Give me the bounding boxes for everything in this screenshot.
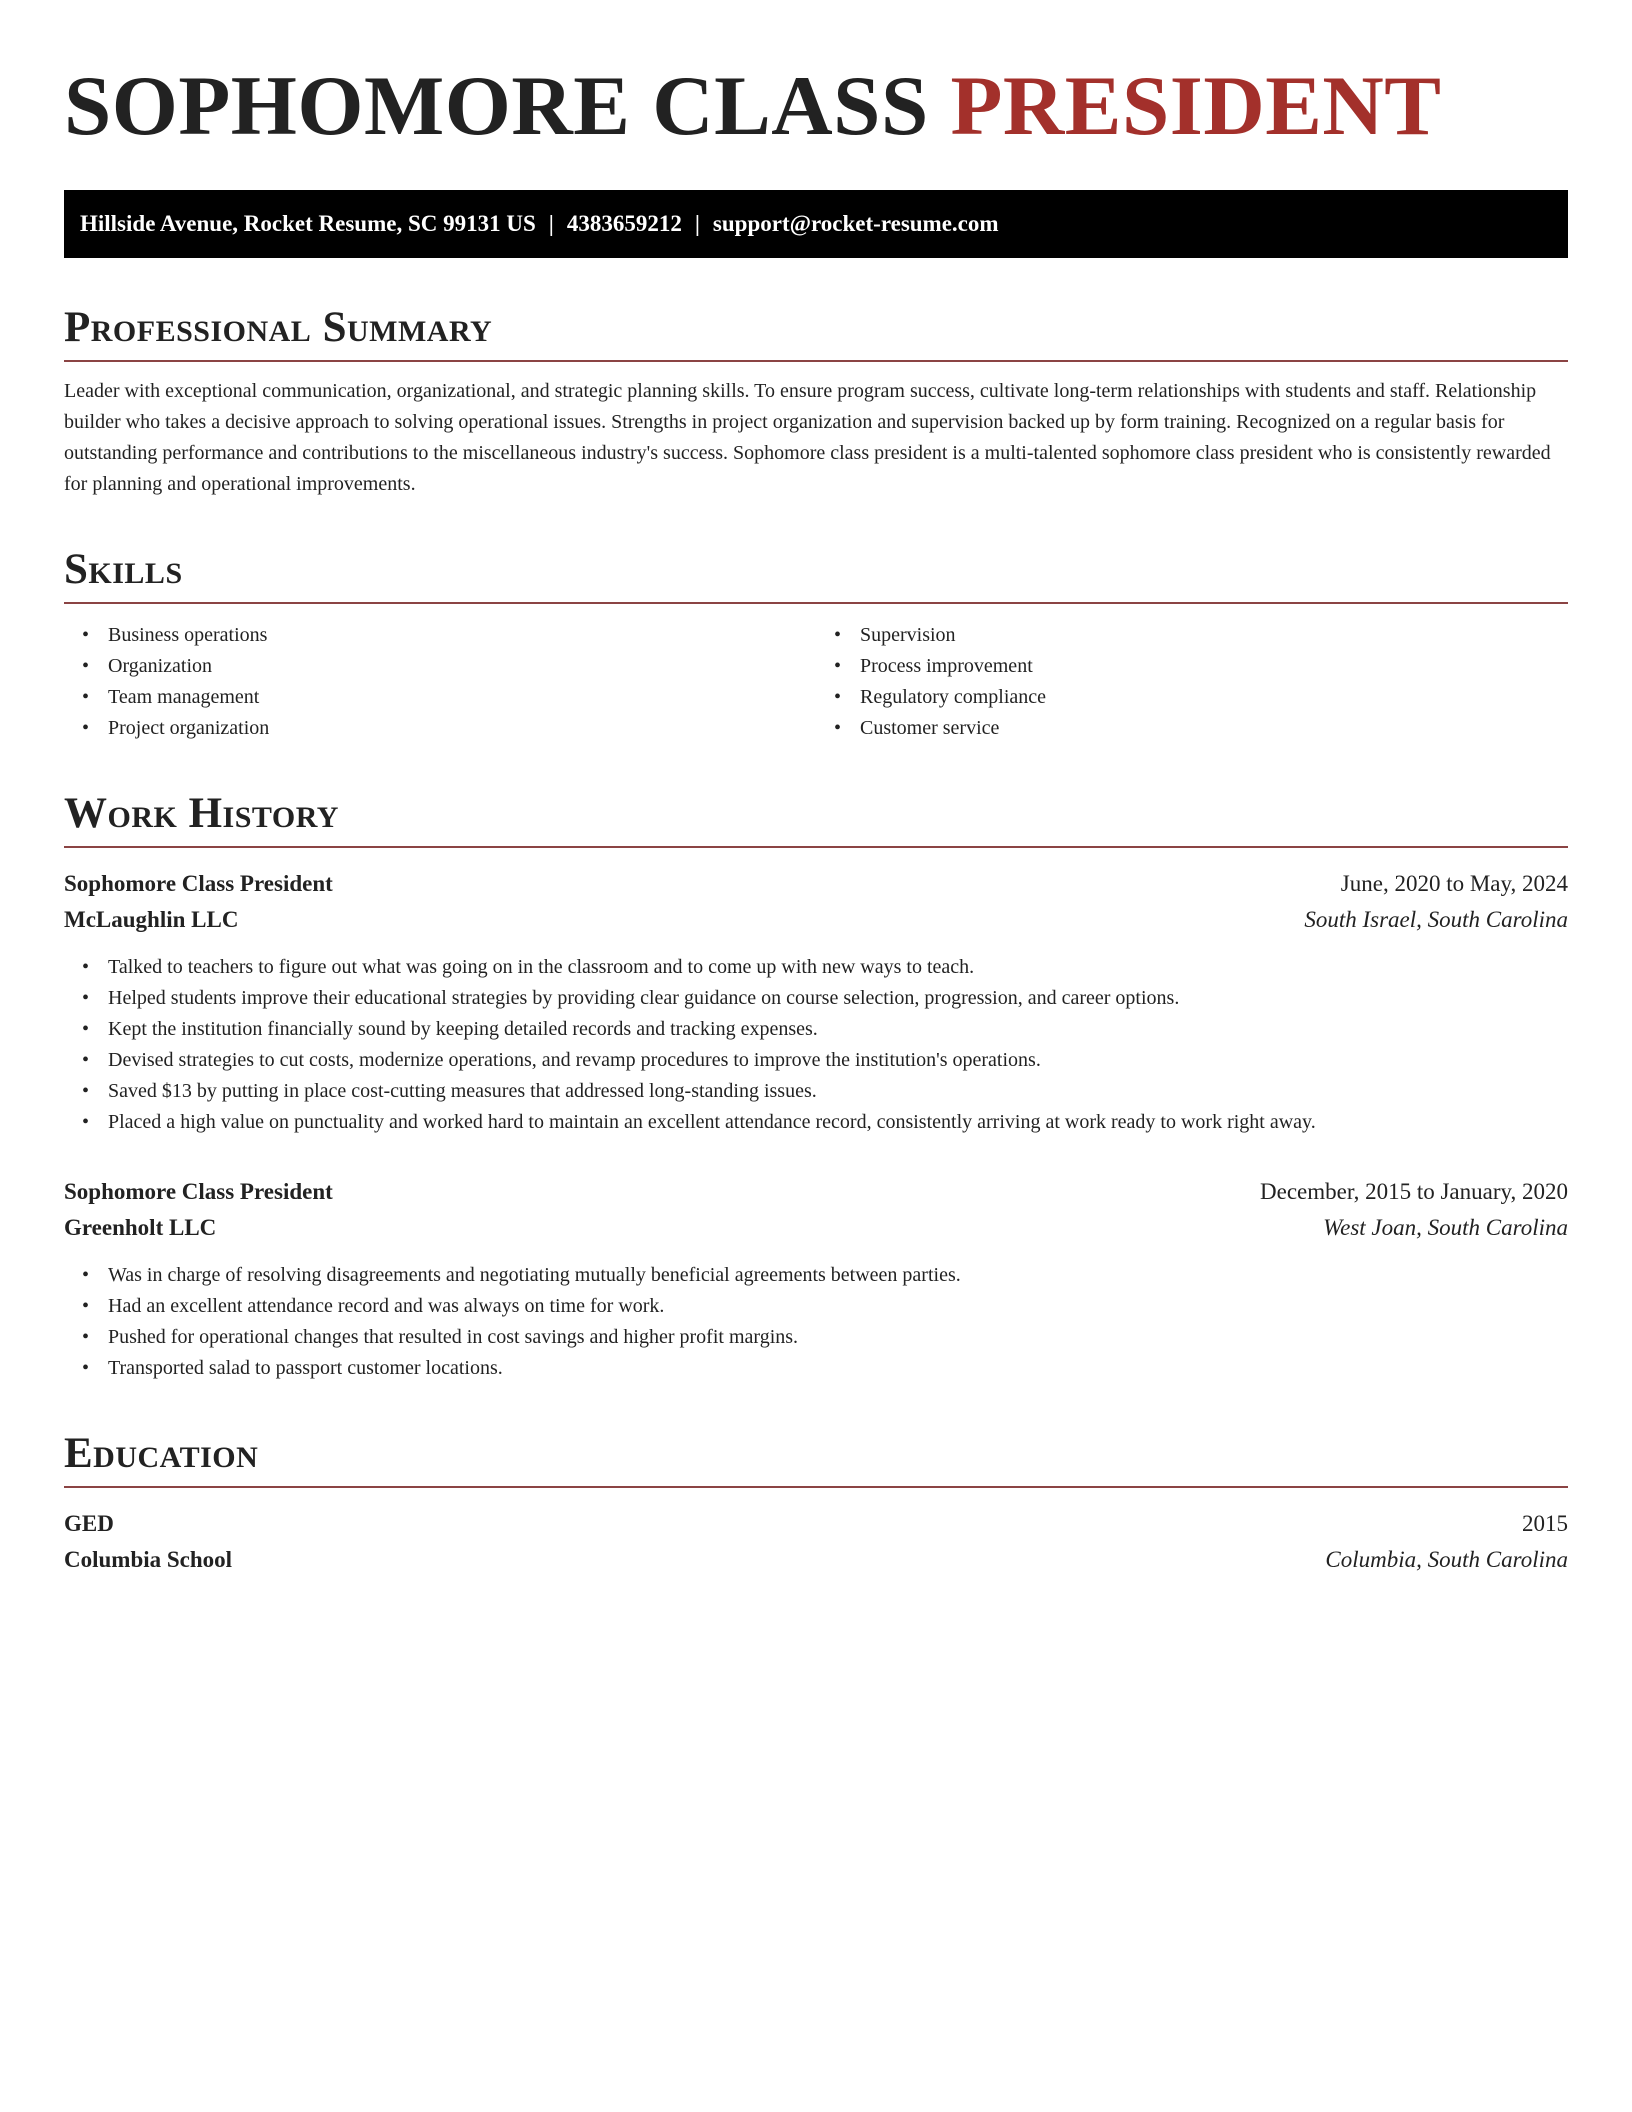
skills-columns [64, 620, 1568, 744]
contact-phone: 4383659212 [566, 211, 682, 236]
contact-separator: | [548, 211, 554, 236]
job-location: South Israel, South Carolina [1304, 907, 1568, 932]
education-section [64, 1428, 1568, 1578]
job-duties-list [64, 1260, 1568, 1384]
skill-item: • Team management [108, 682, 816, 713]
section-title-education: Education [64, 1430, 259, 1477]
contact-separator: | [694, 211, 700, 236]
job-location: West Joan, South Carolina [1323, 1215, 1568, 1240]
skill-item: • Regulatory compliance [860, 682, 1568, 713]
skill-item: • Organization [108, 651, 816, 682]
job-entry [64, 866, 1568, 1138]
job-company: McLaughlin LLC [64, 907, 239, 932]
skills-section [64, 544, 1568, 744]
job-duty: • Devised strategies to cut costs, modernize operations, and revamp procedures to improve the institution's operations. [108, 1045, 1568, 1076]
skill-item: • Process improvement [860, 651, 1568, 682]
education-school: Columbia School [64, 1547, 233, 1572]
education-degree: GED [64, 1511, 114, 1536]
job-header-row [64, 866, 1568, 902]
job-position: Sophomore Class President [64, 871, 333, 896]
summary-text: Leader with exceptional communication, organizational, and strategic planning skills. To ensure program success, cultivate long-term relationships with students and staff. Relationship builder who takes a decisive approach to solving operational issues. Strengths in project organization and supervision backed up by form training. Recognized on a regular basis for outstanding performance and contributions to the miscellaneous industry's success. Sophomore class president is a multi-talented sophomore class president who is consistently rewarded for planning and operational improvements. [64, 380, 1551, 495]
title-main: SOPHOMORE CLASS [64, 59, 929, 153]
job-duty: • Saved $13 by putting in place cost-cutting measures that addressed long-standing issues. [108, 1076, 1568, 1107]
section-title-work-history: Work History [64, 790, 339, 837]
job-duty: • Kept the institution financially sound by keeping detailed records and tracking expenses. [108, 1014, 1568, 1045]
job-duties-list [64, 952, 1568, 1138]
skill-item: • Business operations [108, 620, 816, 651]
section-title-skills: Skills [64, 546, 183, 593]
job-dates: June, 2020 to May, 2024 [1340, 871, 1568, 896]
contact-email: support@rocket-resume.com [712, 211, 999, 236]
section-divider [64, 846, 1568, 848]
skill-item: • Project organization [108, 713, 816, 744]
work-history-section [64, 788, 1568, 1384]
skills-list-right [816, 620, 1568, 744]
title-accent: PRESIDENT [950, 59, 1442, 153]
skill-item: • Supervision [860, 620, 1568, 651]
job-duty: • Had an excellent attendance record and was always on time for work. [108, 1291, 1568, 1322]
skill-item: • Customer service [860, 713, 1568, 744]
summary-section [64, 302, 1568, 500]
job-company-row [64, 1210, 1568, 1246]
job-company: Greenholt LLC [64, 1215, 217, 1240]
job-entry [64, 1174, 1568, 1384]
job-company-row [64, 902, 1568, 938]
contact-address: Hillside Avenue, Rocket Resume, SC 99131 US [80, 211, 536, 236]
section-title-summary: Professional Summary [64, 304, 493, 351]
education-school-row [64, 1542, 1568, 1578]
resume-title [64, 56, 1568, 156]
job-duty: • Placed a high value on punctuality and worked hard to maintain an excellent attendance record, consistently arriving at work ready to work right away. [108, 1107, 1568, 1138]
job-duty: • Was in charge of resolving disagreements and negotiating mutually beneficial agreements between parties. [108, 1260, 1568, 1291]
section-divider [64, 360, 1568, 362]
job-dates: December, 2015 to January, 2020 [1260, 1179, 1568, 1204]
education-year: 2015 [1522, 1511, 1568, 1536]
job-header-row [64, 1174, 1568, 1210]
job-position: Sophomore Class President [64, 1179, 333, 1204]
job-duty: • Talked to teachers to figure out what was going on in the classroom and to come up with new ways to teach. [108, 952, 1568, 983]
education-entry [64, 1506, 1568, 1578]
section-divider [64, 1486, 1568, 1488]
job-duty: • Pushed for operational changes that resulted in cost savings and higher profit margins. [108, 1322, 1568, 1353]
job-duty: • Transported salad to passport customer locations. [108, 1353, 1568, 1384]
education-location: Columbia, South Carolina [1325, 1547, 1568, 1572]
job-duty: • Helped students improve their educational strategies by providing clear guidance on course selection, progression, and career options. [108, 983, 1568, 1014]
section-divider [64, 602, 1568, 604]
contact-bar [64, 190, 1568, 258]
skills-list-left [64, 620, 816, 744]
education-header-row [64, 1506, 1568, 1542]
